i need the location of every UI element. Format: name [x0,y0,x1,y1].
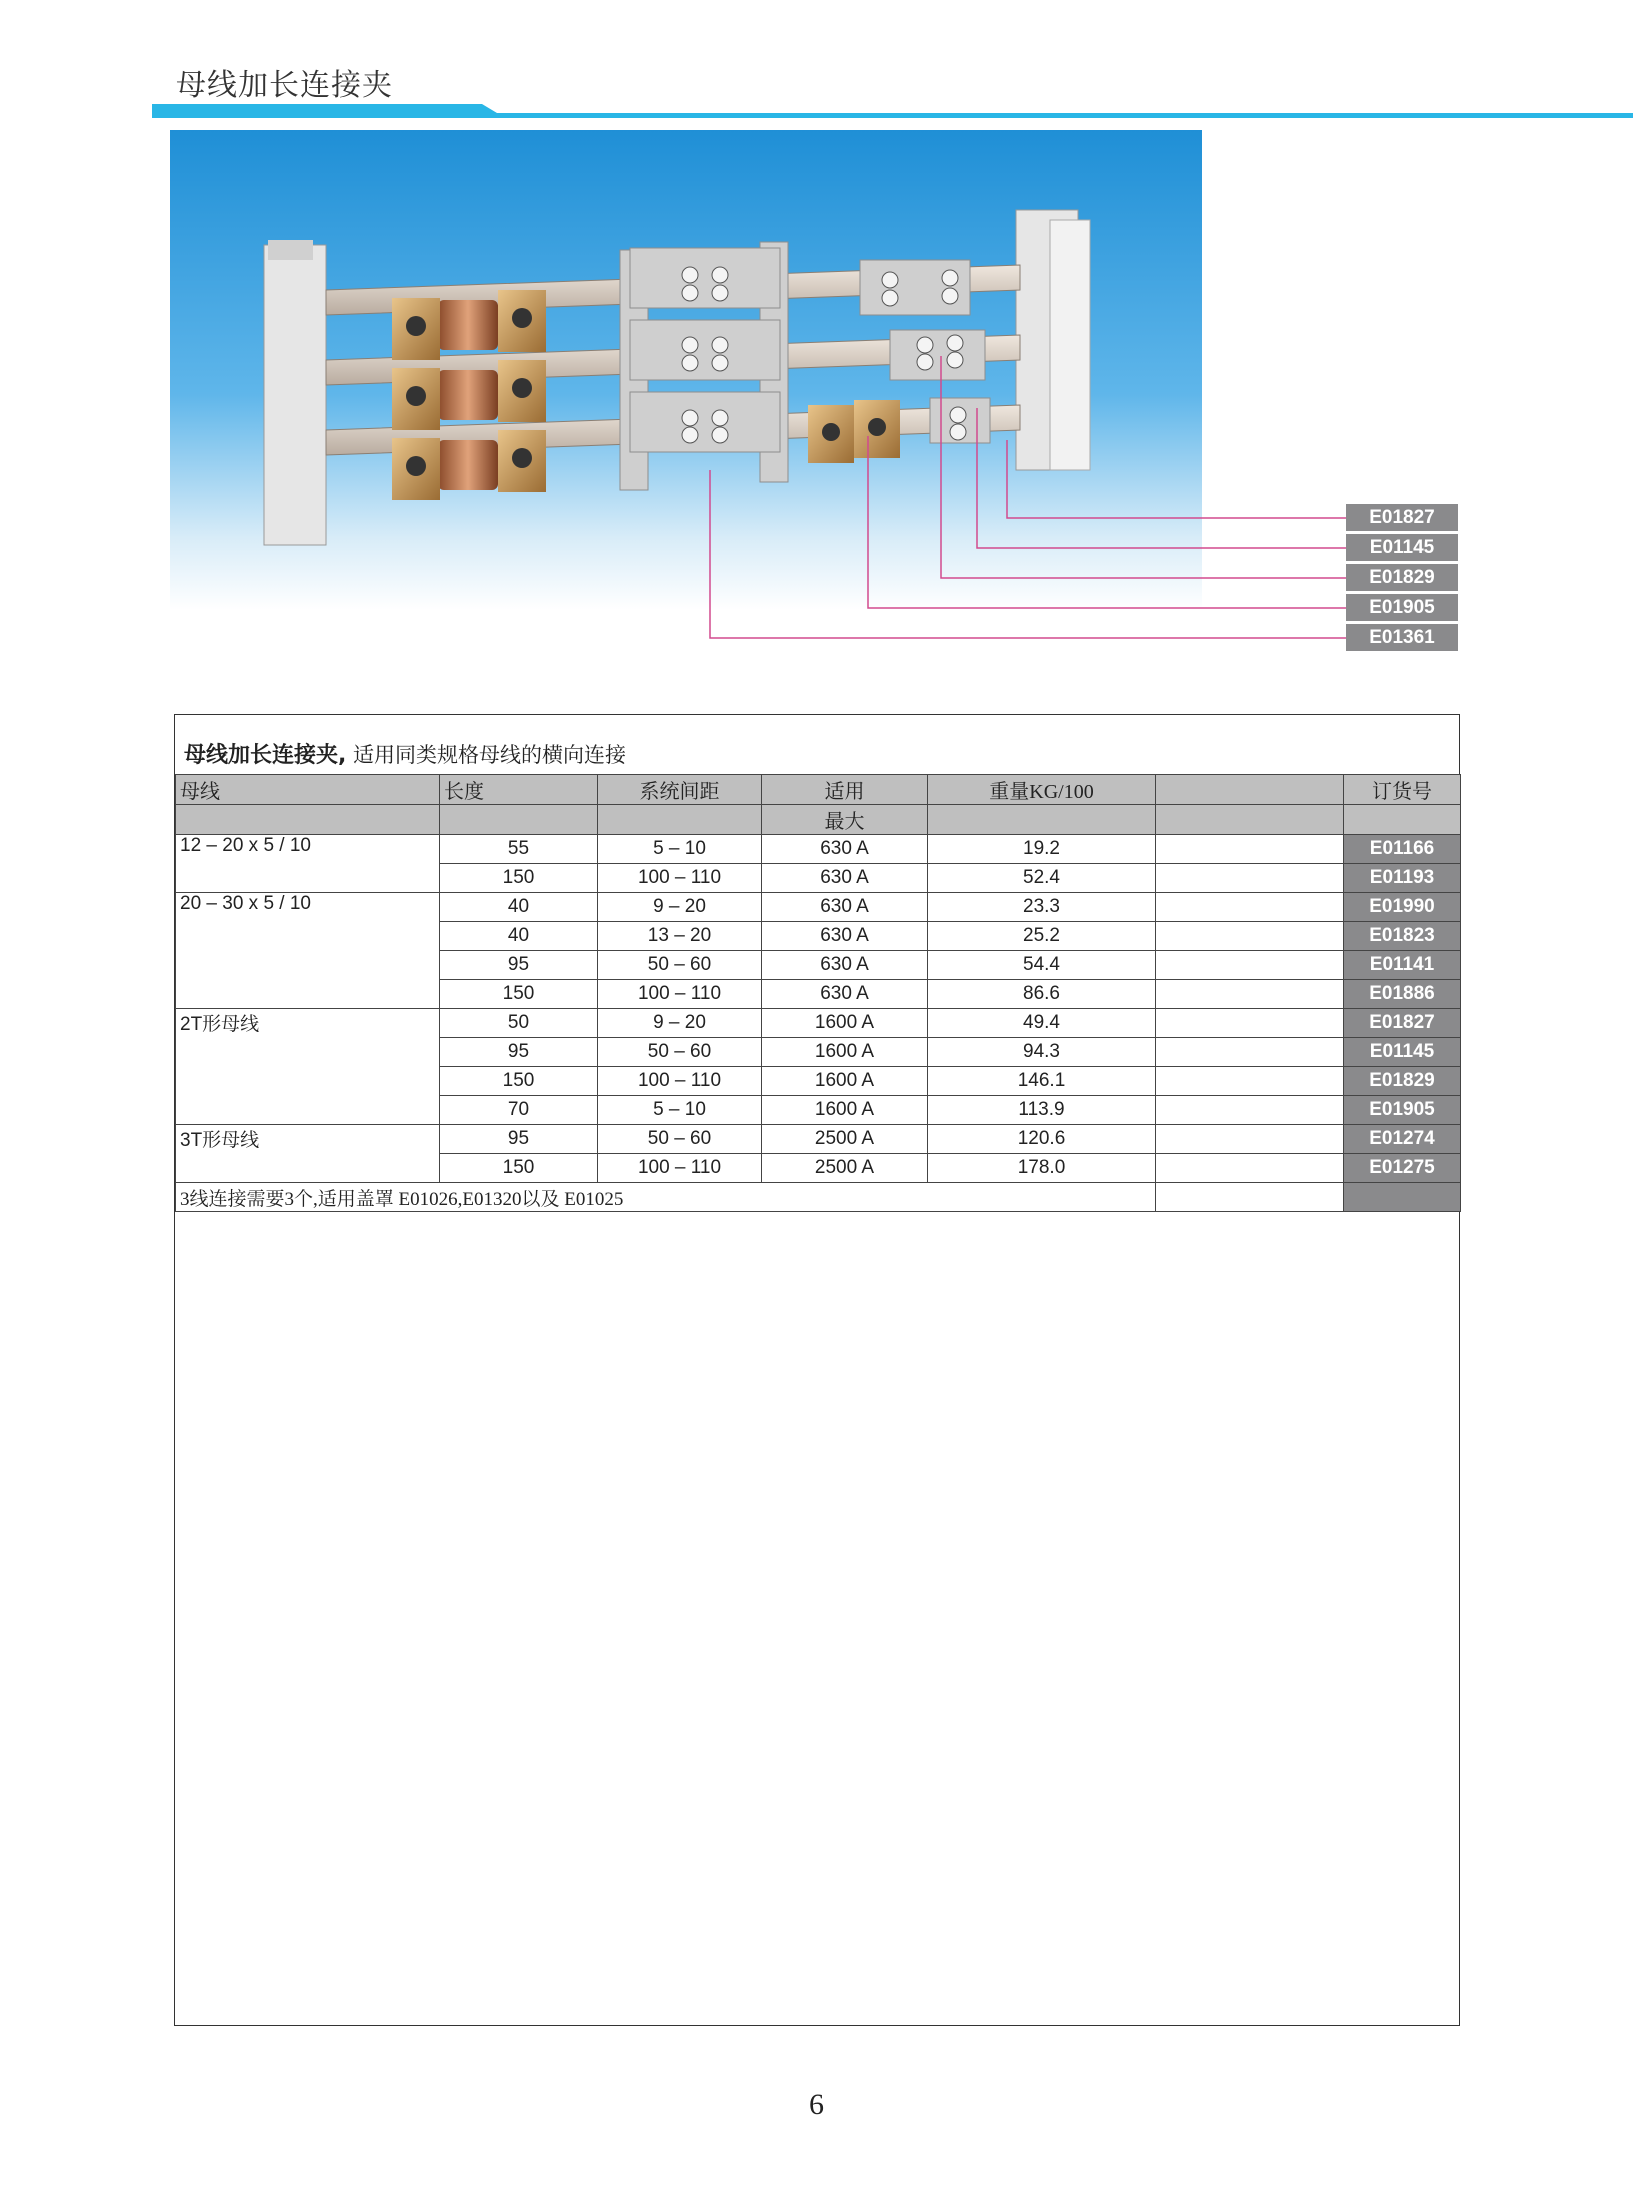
blank-cell [1156,893,1344,922]
table-row [176,951,1461,980]
weight-cell: 86.6 [928,980,1156,1009]
weight-cell: 113.9 [928,1096,1156,1125]
order-code-cell: E01827 [1344,1009,1461,1038]
spacing-cell: 50 – 60 [598,951,762,980]
table-row [176,1125,1461,1154]
spacing-cell: 5 – 10 [598,835,762,864]
col-spacing: 系统间距 [598,775,762,805]
col-length: 长度 [440,775,598,805]
length-cell: 95 [440,1038,598,1067]
weight-cell: 23.3 [928,893,1156,922]
blank-cell [1156,922,1344,951]
length-cell: 150 [440,1067,598,1096]
spacing-cell: 5 – 10 [598,1096,762,1125]
current-cell: 2500 A [762,1125,928,1154]
col-applicable: 适用 [762,775,928,805]
blank-cell [1156,951,1344,980]
blank-cell [1156,1009,1344,1038]
weight-cell: 146.1 [928,1067,1156,1096]
busbar-cell: 3T形母线 [176,1125,440,1154]
busbar-cell [176,980,440,1009]
table-row [176,1067,1461,1096]
length-cell: 150 [440,980,598,1009]
col-applicable-sub: 最大 [762,805,928,835]
spacing-cell: 9 – 20 [598,893,762,922]
length-cell: 40 [440,893,598,922]
order-code-cell: E01905 [1344,1096,1461,1125]
blank-cell [1156,864,1344,893]
table-row [176,922,1461,951]
col-blank [1156,775,1344,805]
busbar-cell: 2T形母线 [176,1009,440,1038]
spacing-cell: 50 – 60 [598,1125,762,1154]
order-code-cell: E01886 [1344,980,1461,1009]
length-cell: 55 [440,835,598,864]
spacing-cell: 50 – 60 [598,1038,762,1067]
busbar-cell [176,1067,440,1096]
current-cell: 630 A [762,980,928,1009]
spacing-cell: 100 – 110 [598,1154,762,1183]
order-code-cell: E01141 [1344,951,1461,980]
blank-cell [1156,980,1344,1009]
weight-cell: 25.2 [928,922,1156,951]
current-cell: 1600 A [762,1096,928,1125]
weight-cell: 54.4 [928,951,1156,980]
busbar-cell [176,1038,440,1067]
col-order: 订货号 [1344,775,1461,805]
table-row [176,835,1461,864]
weight-cell: 94.3 [928,1038,1156,1067]
order-code-cell: E01829 [1344,1067,1461,1096]
current-cell: 630 A [762,864,928,893]
table-row [176,1154,1461,1183]
spacing-cell: 13 – 20 [598,922,762,951]
busbar-cell [176,1154,440,1183]
table-row [176,980,1461,1009]
weight-cell: 19.2 [928,835,1156,864]
length-cell: 40 [440,922,598,951]
length-cell: 50 [440,1009,598,1038]
blank-cell [1156,835,1344,864]
current-cell: 1600 A [762,1067,928,1096]
order-code-cell: E01990 [1344,893,1461,922]
callout-code: E01827 [1346,504,1458,531]
weight-cell: 120.6 [928,1125,1156,1154]
table-row [176,893,1461,922]
table-footnote-row [176,1183,1461,1212]
length-cell: 70 [440,1096,598,1125]
current-cell: 1600 A [762,1009,928,1038]
blank-cell [1156,1038,1344,1067]
order-code-cell: E01166 [1344,835,1461,864]
title-rule [152,104,1633,118]
length-cell: 150 [440,1154,598,1183]
blank-cell [1156,1067,1344,1096]
callout-code: E01905 [1346,594,1458,621]
length-cell: 150 [440,864,598,893]
callout-code: E01829 [1346,564,1458,591]
order-code-cell: E01145 [1344,1038,1461,1067]
order-code-cell: E01274 [1344,1125,1461,1154]
table-footnote: 3线连接需要3个,适用盖罩 E01026,E01320以及 E01025 [176,1183,1156,1212]
busbar-cell [176,1096,440,1125]
table-heading-bold: 母线加长连接夹, [184,743,347,768]
current-cell: 630 A [762,893,928,922]
page-number: 6 [809,2088,824,2121]
spacing-cell: 9 – 20 [598,1009,762,1038]
page-title: 母线加长连接夹 [176,68,393,103]
callout-code: E01145 [1346,534,1458,561]
blank-cell [1156,1154,1344,1183]
table-row [176,1038,1461,1067]
blank-cell [1156,1096,1344,1125]
order-code-cell: E01275 [1344,1154,1461,1183]
spacing-cell: 100 – 110 [598,1067,762,1096]
table-row [176,1096,1461,1125]
spacing-cell: 100 – 110 [598,864,762,893]
busbar-cell [176,951,440,980]
weight-cell: 178.0 [928,1154,1156,1183]
length-cell: 95 [440,951,598,980]
product-photo [170,130,1202,610]
table-row [176,1009,1461,1038]
current-cell: 630 A [762,835,928,864]
length-cell: 95 [440,1125,598,1154]
order-code-cell: E01823 [1344,922,1461,951]
spec-table [175,774,1461,1212]
col-weight: 重量KG/100 [928,775,1156,805]
weight-cell: 52.4 [928,864,1156,893]
col-busbar: 母线 [176,775,440,805]
table-row [176,864,1461,893]
spacing-cell: 100 – 110 [598,980,762,1009]
order-code-cell: E01193 [1344,864,1461,893]
busbar-cell: 12 – 20 x 5 / 10 [176,835,440,864]
busbar-cell [176,922,440,951]
table-heading-rest: 适用同类规格母线的横向连接 [346,743,627,767]
busbar-cell: 20 – 30 x 5 / 10 [176,893,440,922]
spec-table-body [176,835,1461,1183]
current-cell: 630 A [762,922,928,951]
busbar-cell [176,864,440,893]
current-cell: 2500 A [762,1154,928,1183]
table-heading [184,738,626,769]
callout-code: E01361 [1346,624,1458,651]
weight-cell: 49.4 [928,1009,1156,1038]
blank-cell [1156,1125,1344,1154]
current-cell: 1600 A [762,1038,928,1067]
current-cell: 630 A [762,951,928,980]
